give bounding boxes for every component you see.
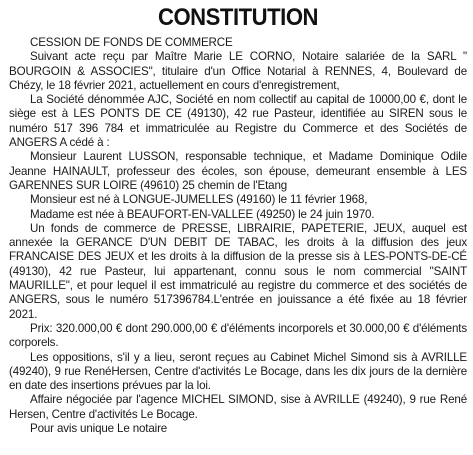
- notice-paragraph: Madame est née à BEAUFORT-EN-VALLEE (49250) le 24 juin 1970.: [30, 207, 375, 221]
- notice-paragraph: Prix: 320.000,00 € dont 290.000,00 € d'éléments incorporels et 30.000,00 € d'éléments corporels.: [9, 321, 467, 350]
- notice-paragraph: Monsieur Laurent LUSSON, responsable technique, et Madame Dominique Odile Jeanne HAINAULT, professeur des écoles, son épouse, demeurant ensemble à LES GARENNES SUR LOIRE (49610) 25 chemin de l'Etang: [9, 150, 467, 192]
- notice-paragraph: Les oppositions, s'il y a lieu, seront reçues au Cabinet Michel Simond sis à AVRILLE (49240), 9 rue RenéHersen, Centre d'activités Le Bocage, dans les dix jours de la dernière en date des insertions prévues par la loi.: [9, 350, 467, 393]
- notice-body: [9, 36, 467, 436]
- notice-paragraph: La Société dénommée AJC, Société en nom collectif au capital de 10000,00 €, dont le siège est à LES PONTS DE CE (49130), 42 rue Pasteur, identifiée au SIREN sous le numéro 517 396 784 et immatriculée au Registre du Commerce et des Sociétés de ANGERS A cédé à :: [9, 93, 467, 150]
- notice-title: CONSTITUTION: [157, 4, 319, 31]
- notice-paragraph: Affaire négociée par l'agence MICHEL SIMOND, sise à AVRILLE (49240), 9 rue René Hersen, Centre d'activités Le Bocage.: [9, 393, 467, 421]
- notice-signature: Pour avis unique Le notaire: [30, 422, 168, 436]
- notice-paragraph: Suivant acte reçu par Maître Marie LE CORNO, Notaire salariée de la SARL " BOURGOIN & ASSOCIES", titulaire d'un Office Notarial à RENNES, 4, Boulevard de Chézy, le 18 février 2021, actuellement en cours d'enregistrement,: [9, 50, 467, 92]
- notice-paragraph: Monsieur est né à LONGUE-JUMELLES (49160) le 11 février 1968,: [30, 193, 368, 207]
- notice-paragraph: Un fonds de commerce de PRESSE, LIBRAIRIE, PAPETERIE, JEUX, auquel est annexée la GERANCE D'UN DEBIT DE TABAC, les droits à la diffusion des jeux FRANCAISE DES JEUX et les droits à la diffusion de la presse sis à LES-PONTS-DE-CÉ (49130), 42 rue Pasteur, lui appartenant, connu sous le nom commercial "SAINT MAURILLE", et pour lequel il est immatriculé au registre du commerce et des sociétés de ANGERS, sous le numéro 517396784.L'entrée en jouissance a été fixée au 18 février 2021.: [9, 221, 467, 321]
- notice-heading: CESSION DE FONDS DE COMMERCE: [30, 36, 233, 49]
